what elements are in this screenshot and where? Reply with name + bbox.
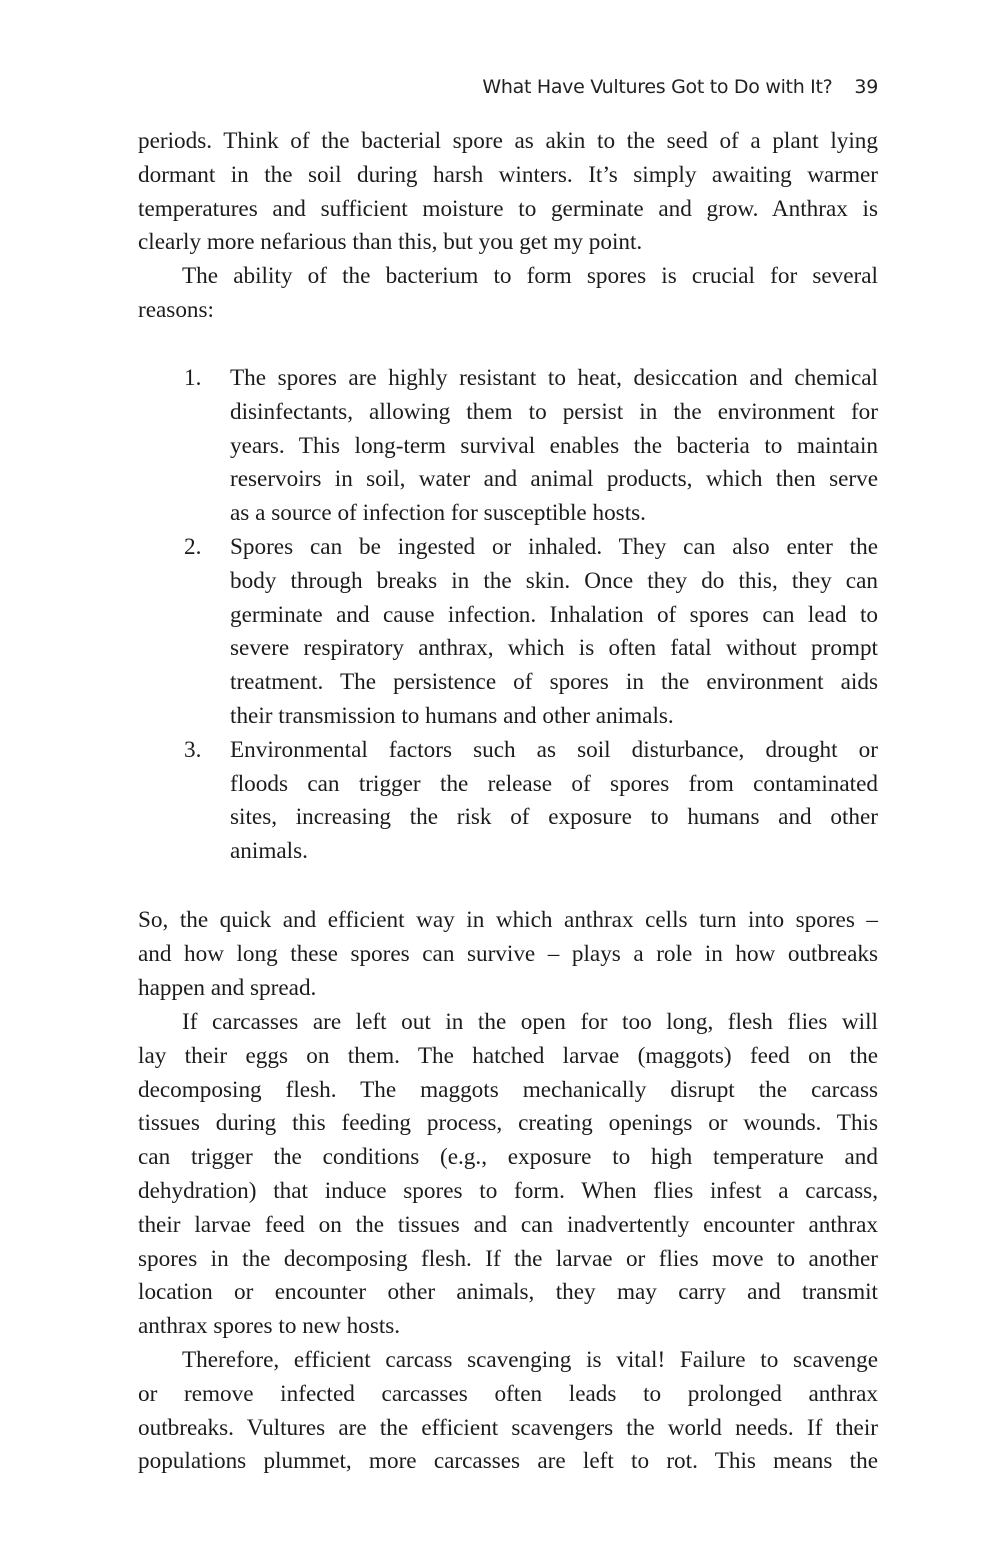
text-line: anthrax spores to new hosts. [138,1313,401,1340]
text-line: reasons: [138,296,214,323]
list-item [184,531,878,734]
running-head [0,76,878,98]
text-line: outbreaks. Vultures are the efficient scavengers the world needs. If their [138,1414,878,1441]
paragraph-continuation [138,125,878,260]
text-line: disinfectants, allowing them to persist in the environment for [230,398,878,425]
list-item [184,734,878,869]
text-line: their larvae feed on the tissues and can inadvertently encounter anthrax [138,1211,878,1238]
paragraph-spore-speed [138,904,878,1005]
text-line: reservoirs in soil, water and animal products, which then serve [230,466,878,493]
page-number: 39 [854,76,878,98]
text-line: sites, increasing the risk of exposure to humans and other [230,804,878,831]
text-line: treatment. The persistence of spores in the environment aids [230,669,878,696]
text-line: animals. [230,838,308,865]
text-line: location or encounter other animals, they may carry and transmit [138,1279,878,1306]
text-line: as a source of infection for susceptible hosts. [230,500,646,527]
text-line: years. This long-term survival enables the bacteria to maintain [230,432,878,459]
text-line: periods. Think of the bacterial spore as akin to the seed of a plant lying [138,128,878,154]
text-line: germinate and cause infection. Inhalation of spores can lead to [230,601,878,628]
paragraph-carcasses-flies [138,1006,878,1344]
text-line: severe respiratory anthrax, which is often fatal without prompt [230,635,878,662]
text-line: Spores can be ingested or inhaled. They can also enter the [230,533,878,560]
list-number: 1. [184,365,202,391]
text-line: So, the quick and efficient way in which anthrax cells turn into spores – [138,907,878,933]
text-line: Therefore, efficient carcass scavenging is vital! Failure to scavenge [182,1347,878,1373]
text-line: temperatures and sufficient moisture to germinate and grow. Anthrax is [138,195,878,222]
text-line: The spores are highly resistant to heat, desiccation and chemical [230,365,878,391]
text-line: and how long these spores can survive – plays a role in how outbreaks [138,940,878,967]
text-line: body through breaks in the skin. Once they do this, they can [230,567,878,594]
text-line: The ability of the bacterium to form spores is crucial for several [182,263,878,289]
text-line: happen and spread. [138,974,317,1001]
text-line: Environmental factors such as soil disturbance, drought or [230,736,878,763]
text-line: tissues during this feeding process, creating openings or wounds. This [138,1110,878,1137]
text-line: floods can trigger the release of spores from contaminated [230,770,878,797]
paragraph-spore-ability [138,260,878,328]
list-item [184,362,878,531]
text-line: dehydration) that induce spores to form. When flies infest a carcass, [138,1177,878,1204]
text-line: dormant in the soil during harsh winters. It’s simply awaiting warmer [138,161,878,188]
text-line: clearly more nefarious than this, but you get my point. [138,229,643,256]
text-line: or remove infected carcasses often leads to prolonged anthrax [138,1380,878,1407]
running-title: What Have Vultures Got to Do with It? [482,76,833,98]
text-line: their transmission to humans and other animals. [230,702,674,729]
list-number: 2. [184,533,202,560]
text-line: populations plummet, more carcasses are left to rot. This means the [138,1448,878,1475]
text-line: lay their eggs on them. The hatched larvae (maggots) feed on the [138,1042,878,1069]
list-number: 3. [184,736,202,763]
text-line: spores in the decomposing flesh. If the larvae or flies move to another [138,1245,878,1272]
text-line: decomposing flesh. The maggots mechanically disrupt the carcass [138,1076,878,1103]
text-line: can trigger the conditions (e.g., exposure to high temperature and [138,1144,878,1171]
text-line: If carcasses are left out in the open for too long, flesh flies will [182,1009,878,1035]
numbered-list [184,362,878,869]
paragraph-scavenging [138,1344,878,1479]
